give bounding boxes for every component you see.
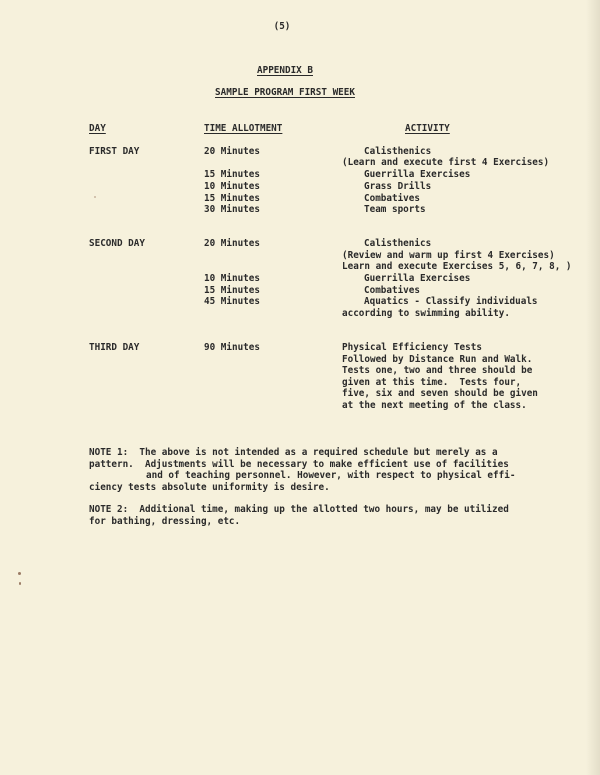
activity-line: Combatives — [364, 285, 420, 296]
paper-speck — [18, 572, 21, 575]
time-allotment: 20 Minutes — [204, 238, 260, 249]
activity-line: Combatives — [364, 193, 420, 204]
note-1-line: and of teaching personnel. However, with respect to physical effi- — [146, 470, 516, 481]
note-1-line: ciency tests absolute uniformity is desire. — [89, 482, 330, 493]
note-1-line: NOTE 1: The above is not intended as a required schedule but merely as a — [89, 447, 498, 458]
day-label: SECOND DAY — [89, 238, 145, 249]
note-2-line: for bathing, dressing, etc. — [89, 516, 241, 527]
activity-line: Aquatics - Classify individuals — [364, 296, 538, 307]
note-1-line: pattern. Adjustments will be necessary to make efficient use of facilities — [89, 459, 509, 470]
activity-line: Team sports — [364, 204, 426, 215]
activity-line: Calisthenics — [364, 146, 432, 157]
time-allotment: 90 Minutes — [204, 342, 260, 353]
note-2-line: NOTE 2: Additional time, making up the allotted two hours, may be utilized — [89, 504, 509, 515]
time-allotment: 10 Minutes — [204, 181, 260, 192]
activity-line: Physical Efficiency Tests — [342, 342, 482, 353]
activity-line: (Review and warm up first 4 Exercises) — [342, 250, 555, 261]
column-header-time-allotment: TIME ALLOTMENT — [204, 123, 283, 134]
column-header-activity: ACTIVITY — [405, 123, 450, 134]
day-label: THIRD DAY — [89, 342, 140, 353]
activity-line: at the next meeting of the class. — [342, 400, 527, 411]
time-allotment: 30 Minutes — [204, 204, 260, 215]
time-allotment: 15 Minutes — [204, 285, 260, 296]
time-allotment: 45 Minutes — [204, 296, 260, 307]
time-allotment: 10 Minutes — [204, 273, 260, 284]
activity-line: Followed by Distance Run and Walk. — [342, 354, 533, 365]
appendix-heading: APPENDIX B — [257, 65, 313, 76]
activity-line: Calisthenics — [364, 238, 432, 249]
activity-line: Learn and execute Exercises 5, 6, 7, 8, ) — [342, 261, 572, 272]
day-label: FIRST DAY — [89, 146, 140, 157]
activity-line: Guerrilla Exercises — [364, 273, 471, 284]
column-header-day: DAY — [89, 123, 106, 134]
paper-speck — [19, 582, 21, 585]
page-edge-shadow — [586, 0, 600, 775]
time-allotment: 20 Minutes — [204, 146, 260, 157]
activity-line: five, six and seven should be given — [342, 388, 538, 399]
page-number: (5) — [273, 21, 291, 32]
time-allotment: 15 Minutes — [204, 193, 260, 204]
activity-line: Grass Drills — [364, 181, 432, 192]
activity-line: Tests one, two and three should be — [342, 365, 533, 376]
paper-speck — [94, 196, 96, 198]
activity-line: according to swimming ability. — [342, 308, 510, 319]
activity-line: (Learn and execute first 4 Exercises) — [342, 157, 550, 168]
time-allotment: 15 Minutes — [204, 169, 260, 180]
program-subheading: SAMPLE PROGRAM FIRST WEEK — [215, 87, 355, 98]
activity-line: given at this time. Tests four, — [342, 377, 522, 388]
activity-line: Guerrilla Exercises — [364, 169, 471, 180]
